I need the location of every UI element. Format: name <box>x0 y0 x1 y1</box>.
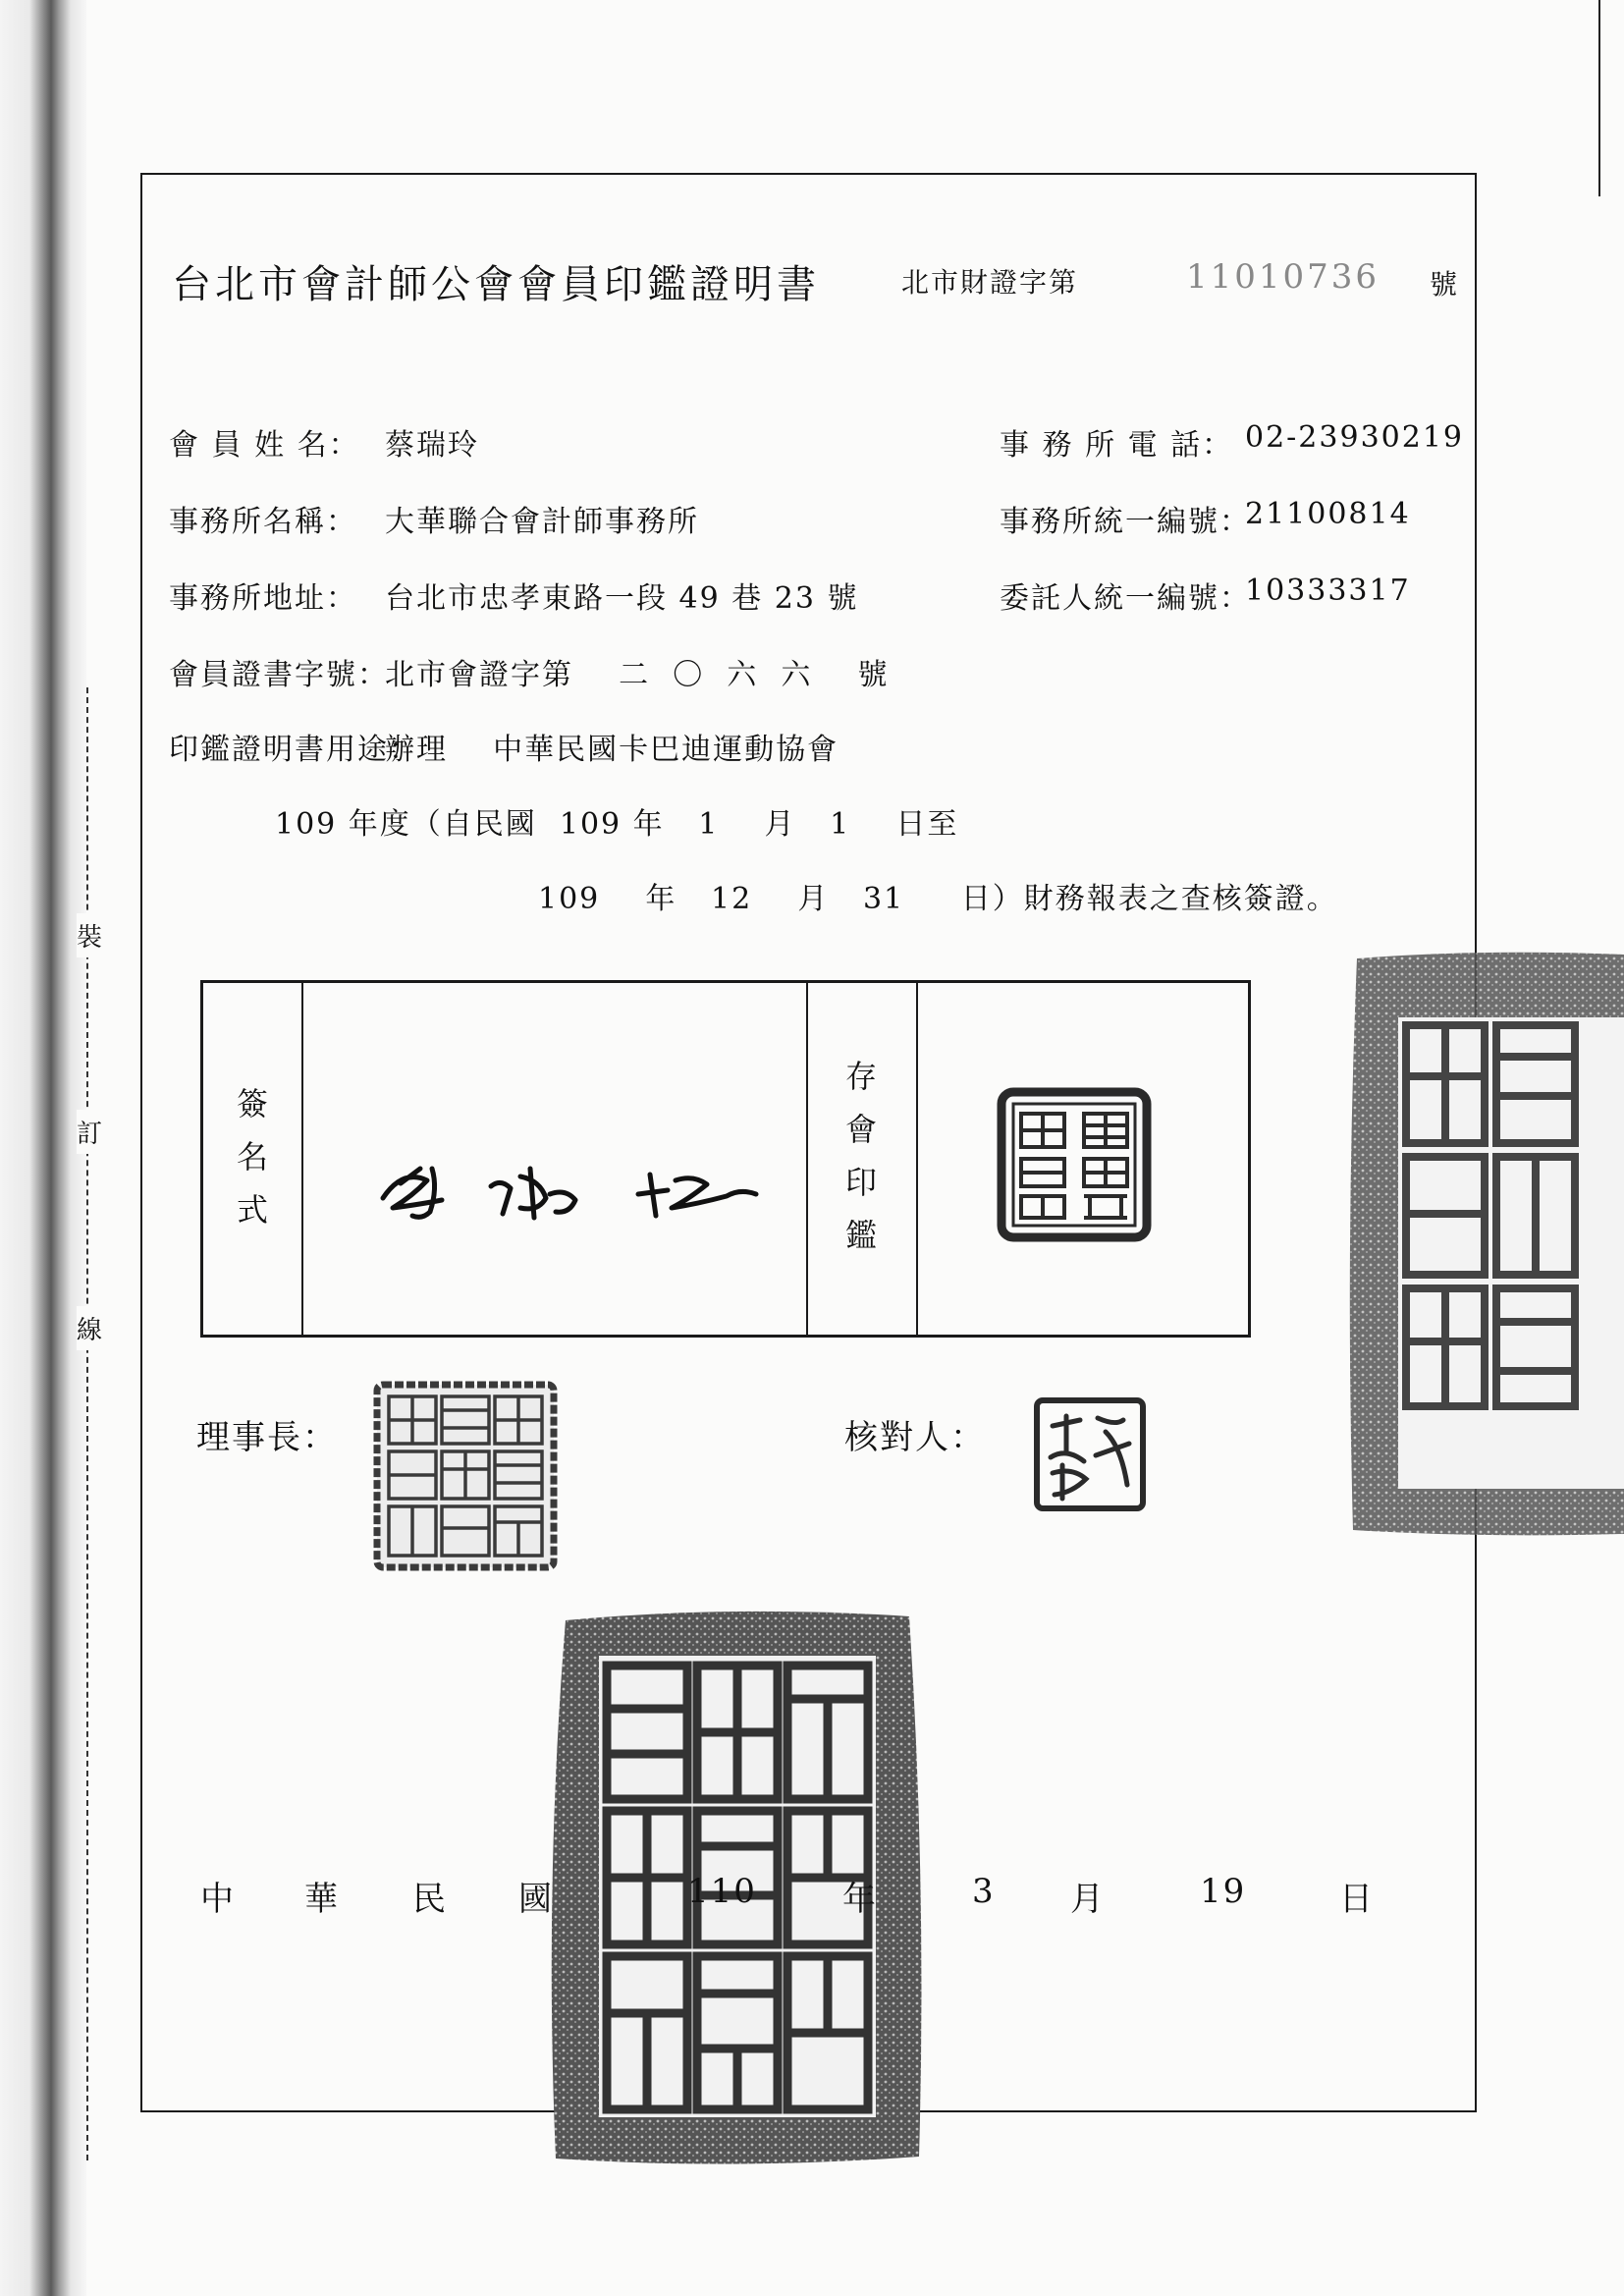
binding-edge-shadow <box>0 0 86 2296</box>
member-cert-label: 會員證書字號： <box>169 658 389 692</box>
date-month: 3 <box>972 1872 996 1911</box>
partial-official-seal <box>1345 949 1624 1538</box>
firm-id-label: 事務所統一編號： <box>1000 505 1251 539</box>
date-month-unit: 月 <box>1070 1880 1106 1919</box>
checker-seal <box>1033 1396 1147 1512</box>
binding-char: 訂 <box>77 1110 102 1154</box>
cert-number-suffix: 號 <box>1430 268 1460 301</box>
date-year: 110 <box>687 1872 757 1911</box>
date-day-unit: 日 <box>1339 1880 1375 1919</box>
member-cert-value: 北市會證字第 二 〇 六 六 號 <box>385 658 890 692</box>
document-title: 台北市會計師公會會員印鑑證明書 <box>172 262 820 307</box>
date-label-char: 民 <box>412 1880 448 1919</box>
firm-id-value: 21100814 <box>1245 497 1411 531</box>
client-id-value: 10333317 <box>1245 574 1411 608</box>
member-name-value: 蔡瑞玲 <box>385 428 479 463</box>
chairman-seal <box>373 1381 558 1571</box>
purpose-period-start: 109 年度（自民國 109 年 1 月 1 日至 <box>275 807 959 842</box>
firm-name-value: 大華聯合會計師事務所 <box>385 505 699 539</box>
binding-char: 線 <box>77 1306 102 1350</box>
date-label-char: 中 <box>200 1880 236 1919</box>
purpose-text: 辦理 中華民國卡巴迪運動協會 <box>385 733 839 767</box>
purpose-label: 印鑑證明書用途： <box>169 733 420 767</box>
phone-value: 02-23930219 <box>1245 420 1465 455</box>
stored-seal-label: 存 會 印 鑑 <box>844 1058 877 1254</box>
phone-label: 事 務 所 電 話： <box>1000 428 1234 463</box>
member-name-label: 會 員 姓 名： <box>169 428 360 463</box>
purpose-period-end: 109 年 12 月 31 日）財務報表之查核簽證。 <box>538 882 1338 916</box>
table-divider <box>301 983 303 1335</box>
firm-name-label: 事務所名稱： <box>169 505 357 539</box>
table-divider <box>806 983 808 1335</box>
client-id-label: 委託人統一編號： <box>1000 581 1251 616</box>
date-label-char: 華 <box>304 1880 340 1919</box>
date-label-char: 國 <box>518 1880 554 1919</box>
table-divider <box>916 983 918 1335</box>
binding-dashed-line <box>86 687 88 2160</box>
firm-address-value: 台北市忠孝東路一段 49 巷 23 號 <box>385 581 859 616</box>
date-day: 19 <box>1200 1872 1247 1911</box>
date-year-unit: 年 <box>842 1880 878 1919</box>
chairman-label: 理事長： <box>196 1418 338 1457</box>
cert-number-prefix: 北市財證字第 <box>901 266 1079 299</box>
checker-label: 核對人： <box>844 1418 986 1457</box>
page-edge-line <box>1598 0 1600 196</box>
handwritten-signature <box>373 1139 766 1237</box>
binding-char: 裝 <box>77 913 102 957</box>
sign-style-label: 簽 名 式 <box>236 1085 268 1229</box>
firm-address-label: 事務所地址： <box>169 581 357 616</box>
cert-number: 11010736 <box>1186 257 1380 297</box>
registered-seal <box>996 1086 1153 1243</box>
